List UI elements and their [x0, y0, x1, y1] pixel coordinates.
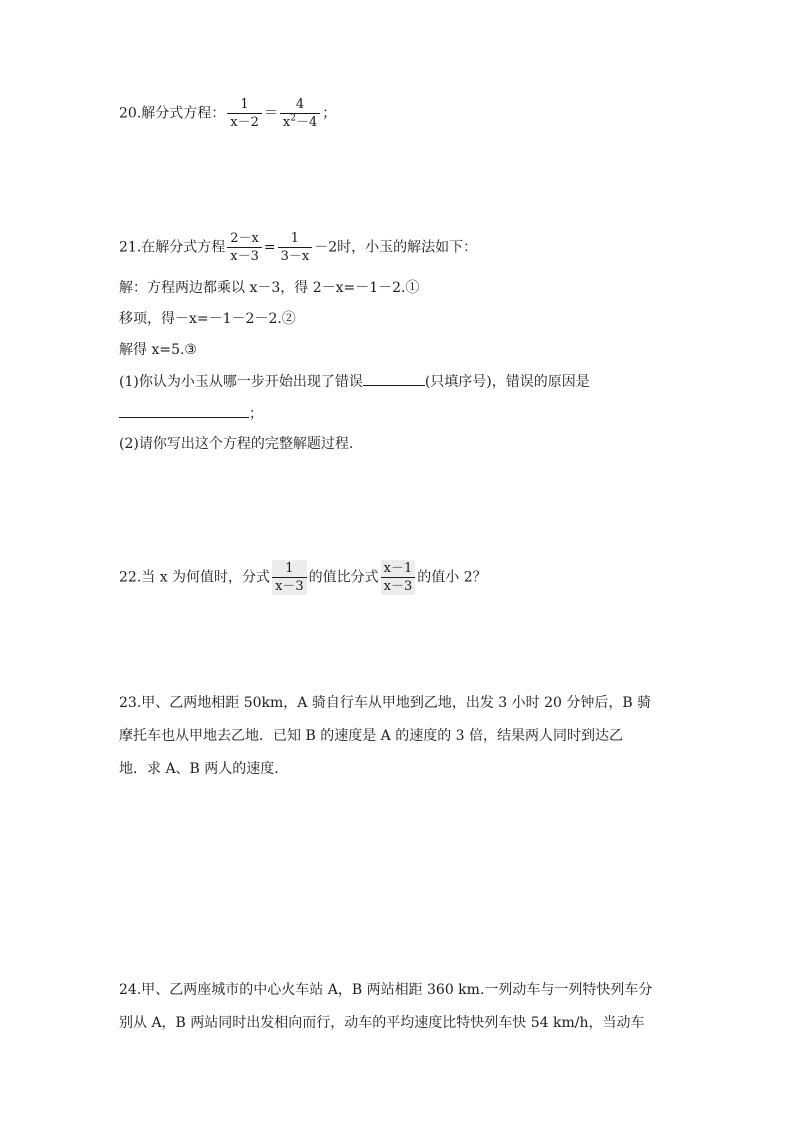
- q21-fraction-1: $\frac{2-x}{x-3}$: [227, 230, 262, 265]
- q23-line-3: 地．求 A、B 两人的速度．: [119, 761, 289, 777]
- q21-step-1: 解：方程两边都乘以 x－3，得 2－x=－1－2.①: [119, 280, 420, 296]
- q23-line-2: 摩托车也从甲地去乙地．已知 B 的速度是 A 的速度的 3 倍，结果两人同时到达乙: [119, 728, 624, 744]
- question-20: [119, 96, 336, 131]
- q24-line-1: 24.甲、乙两座城市的中心火车站 A，B 两站相距 360 km.一列动车与一列特快列车分: [119, 982, 653, 998]
- q21-equals: =: [263, 239, 276, 256]
- answer-blank-step[interactable]: [363, 371, 425, 386]
- answer-blank-reason[interactable]: [119, 403, 249, 418]
- q21-part-1: (1)你认为小玉从哪一步开始出现了错误 (只填序号)，错误的原因是: [119, 371, 590, 392]
- q23-line-1: 23.甲、乙两地相距 50km，A 骑自行车从甲地到乙地，出发 3 小时 20 分钟后，B 骑: [119, 695, 652, 711]
- q21-suffix: －2时，小玉的解法如下：: [314, 239, 478, 256]
- q24-line-2: 别从 A，B 两站同时出发相向而行，动车的平均速度比特快列车快 54 km/h，当动车: [119, 1015, 645, 1031]
- q21-prefix: 21.在解分式方程: [119, 239, 226, 256]
- q21-part-1-reason: ；: [119, 403, 263, 424]
- q20-equals: ＝: [263, 105, 278, 122]
- q20-fraction-1: $\frac{1}{x-2}$: [227, 96, 262, 131]
- q21-step-2: 移项，得－x=－1－2－2.②: [119, 311, 296, 327]
- question-21: [119, 230, 477, 265]
- q22-mid: 的值比分式: [308, 569, 379, 586]
- q22-suffix: 的值小 2？: [417, 569, 487, 586]
- q20-suffix: ；: [322, 105, 337, 122]
- q21-part-2: (2)请你写出这个方程的完整解题过程.: [119, 436, 354, 452]
- q22-fraction-1: $\frac{1}{x-3}$: [272, 560, 307, 595]
- q21-fraction-2: $\frac{1}{3-x}$: [278, 230, 313, 265]
- q21-step-3: 解得 x=5.③: [119, 342, 197, 358]
- question-22: [119, 560, 487, 595]
- q22-fraction-2: $\frac{x-1}{x-3}$: [381, 560, 416, 595]
- q22-prefix: 22.当 x 为何值时，分式: [119, 569, 271, 586]
- q20-prefix: 20.解分式方程：: [119, 105, 226, 122]
- q20-fraction-2: $\frac{4}{x^2-4}$: [280, 96, 320, 131]
